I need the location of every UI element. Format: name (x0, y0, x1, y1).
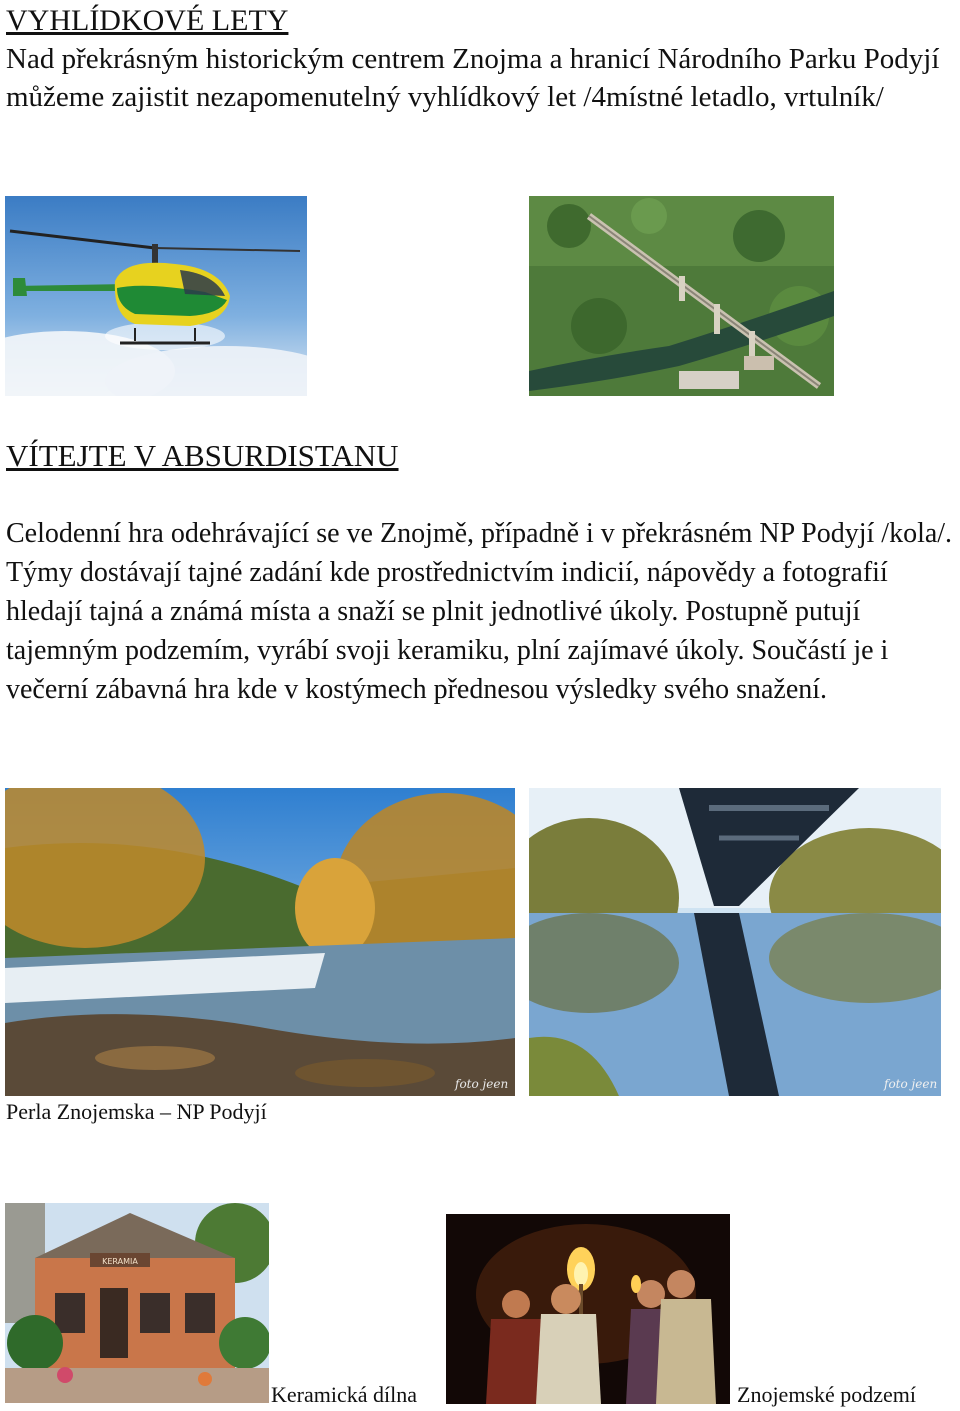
underground-torch-photo (446, 1214, 730, 1404)
heading-absurdistan: VÍTEJTE V ABSURDISTANU (6, 438, 399, 473)
river-photo-watermark: foto jeen (455, 1077, 509, 1091)
pottery-workshop-photo (5, 1203, 269, 1403)
river-autumn-photo (5, 788, 515, 1096)
absurdistan-text: Celodenní hra odehrávající se ve Znojmě, případně i v překrásném NP Podyjí /kola/. Týmy dostávají tajné zadání kde prostřednictvím indicií, nápovědy a fotografií hledají tajná a známá místa a snaží se plnit jednotlivé úkoly. Postupně putují tajemným podzemím, vyrábí svoji keramiku, plní zajímavé úkoly. Součástí je i večerní zábavná hra kde v kostýmech přednesou výsledky svého snažení. (6, 518, 953, 705)
caption-pottery: Keramická dílna (271, 1382, 417, 1407)
bridge-reflection-photo (529, 788, 941, 1096)
scenic-flights-text: Nad překrásným historickým centrem Znojma a hranicí Národního Parku Podyjí můžeme zajistit nezapomenutelný vyhlídkový let /4místné letadlo, vrtulník/ (6, 43, 940, 113)
bridge-photo-watermark: foto jeen (884, 1077, 938, 1091)
caption-podyji: Perla Znojemska – NP Podyjí (6, 1099, 267, 1124)
heading-scenic-flights: VYHLÍDKOVÉ LETY (6, 4, 289, 37)
pottery-sign-text: KERAMIA (102, 1257, 138, 1266)
aerial-bridge-photo (529, 196, 834, 396)
caption-underground: Znojemské podzemí (737, 1382, 917, 1407)
helicopter-photo (5, 196, 307, 396)
